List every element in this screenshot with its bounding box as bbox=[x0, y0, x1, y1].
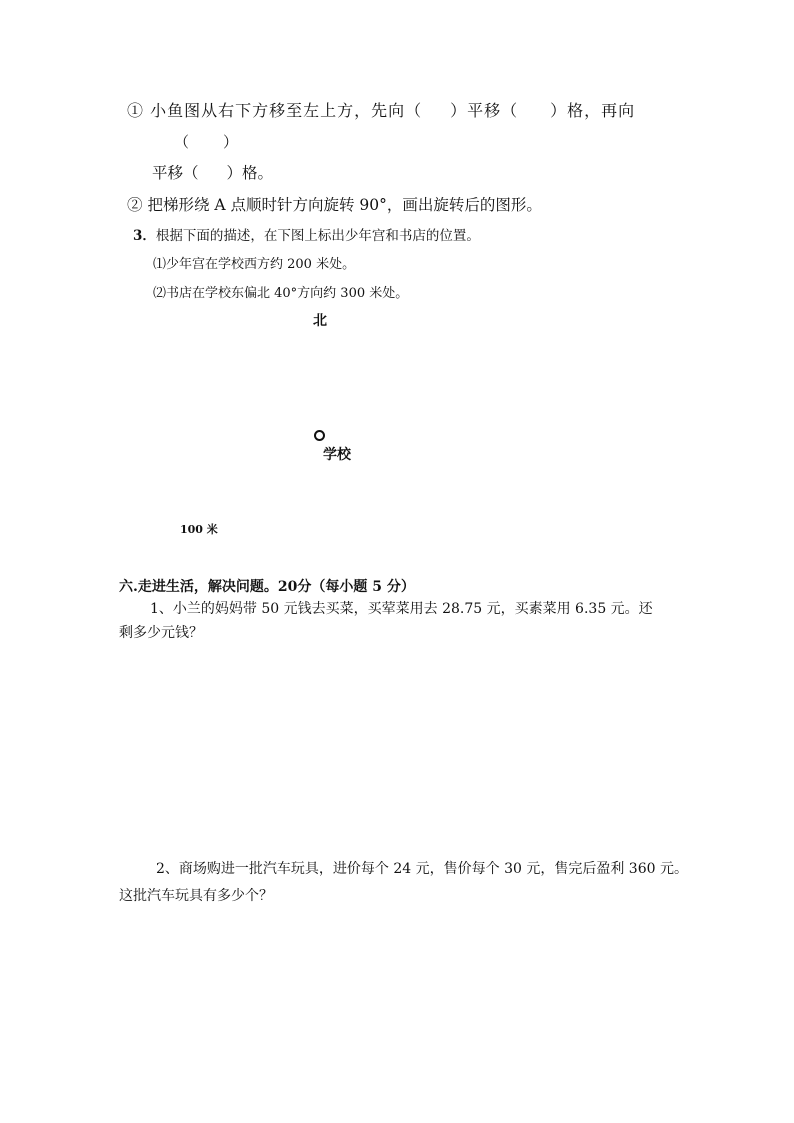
school-point-marker bbox=[314, 430, 325, 441]
question-2-text: 把梯形绕 A 点顺时针方向旋转 90°，画出旋转后的图形。 bbox=[147, 196, 542, 214]
problem-2-line-1: 2、商场购进一批汽车玩具，进价每个 24 元，售价每个 30 元，售完后盈利 360 元。 bbox=[156, 861, 688, 877]
question-1-line-3 bbox=[152, 166, 273, 182]
question-2 bbox=[127, 198, 542, 214]
problem-1-line-1: 1、小兰的妈妈带 50 元钱去买菜，买荤菜用去 28.75 元，买素菜用 6.35 元。还 bbox=[150, 601, 653, 617]
question-1-text-a: 小鱼图从右下方移至左上方，先向（ bbox=[150, 101, 423, 120]
section-6-heading: 六.走进生活，解决问题。20分（每小题 5 分） bbox=[119, 579, 415, 595]
map-north-label: 北 bbox=[313, 313, 327, 329]
question-3-number: 3． bbox=[133, 228, 156, 244]
question-1-text-e: ）格。 bbox=[226, 164, 274, 182]
question-3-item-1: ⑴少年宫在学校西方约 200 米处。 bbox=[153, 257, 356, 272]
blank-paren-open: （ bbox=[174, 133, 190, 151]
question-1-number: ① bbox=[127, 101, 145, 120]
question-1-line-1 bbox=[127, 103, 635, 119]
question-1-text-c: ）格，再向 bbox=[550, 101, 636, 120]
blank-paren-close: ） bbox=[223, 133, 239, 151]
map-scale-label: 100 米 bbox=[180, 523, 218, 536]
question-1-text-d: 平移（ bbox=[152, 164, 199, 182]
question-1-text-b: ）平移（ bbox=[450, 101, 519, 120]
question-3 bbox=[133, 230, 480, 244]
question-2-number: ② bbox=[127, 196, 143, 214]
map-school-label: 学校 bbox=[323, 447, 351, 463]
problem-1-line-2: 剩多少元钱？ bbox=[119, 625, 203, 641]
question-3-item-2: ⑵书店在学校东偏北 40°方向约 300 米处。 bbox=[153, 286, 409, 301]
problem-2-line-2: 这批汽车玩具有多少个？ bbox=[119, 888, 273, 904]
question-3-text: 根据下面的描述，在下图上标出少年宫和书店的位置。 bbox=[155, 228, 480, 244]
question-1-line-2 bbox=[174, 135, 238, 150]
